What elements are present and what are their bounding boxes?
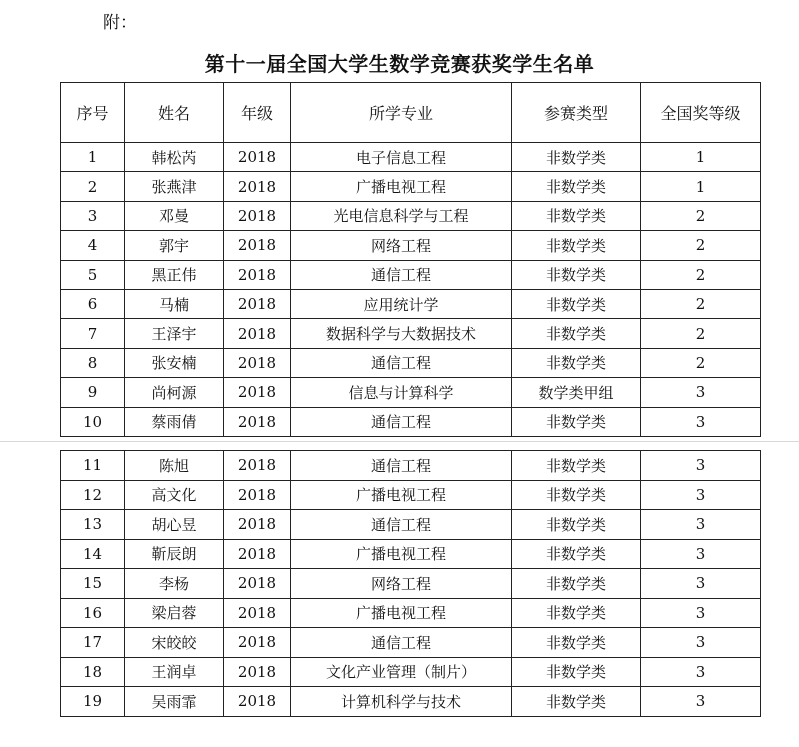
table-row (61, 231, 761, 260)
cell-major: 通信工程 (291, 260, 512, 289)
cell-name: 靳辰朗 (125, 539, 224, 569)
cell-major: 网络工程 (291, 231, 512, 260)
table-row (61, 260, 761, 289)
table-row (61, 510, 761, 540)
header-index: 序号 (61, 83, 125, 143)
cell-category: 非数学类 (512, 598, 641, 628)
table-row (61, 480, 761, 510)
cell-name: 胡心昱 (125, 510, 224, 540)
table-header-row (61, 83, 761, 143)
cell-award-level: 3 (641, 687, 761, 717)
cell-category: 非数学类 (512, 569, 641, 599)
cell-grade: 2018 (224, 687, 291, 717)
cell-award-level: 2 (641, 201, 761, 230)
cell-award-level: 2 (641, 289, 761, 318)
cell-grade: 2018 (224, 143, 291, 172)
table-row (61, 289, 761, 318)
header-grade: 年级 (224, 83, 291, 143)
cell-name: 韩松芮 (125, 143, 224, 172)
cell-name: 蔡雨倩 (125, 407, 224, 436)
cell-award-level: 3 (641, 628, 761, 658)
cell-name: 梁启蓉 (125, 598, 224, 628)
cell-major: 数据科学与大数据技术 (291, 319, 512, 348)
page-title: 第十一届全国大学生数学竞赛获奖学生名单 (204, 52, 595, 76)
cell-grade: 2018 (224, 289, 291, 318)
cell-index: 4 (61, 231, 125, 260)
cell-major: 通信工程 (291, 407, 512, 436)
award-table-page-1 (60, 82, 761, 437)
cell-major: 计算机科学与技术 (291, 687, 512, 717)
cell-index: 2 (61, 172, 125, 201)
cell-grade: 2018 (224, 628, 291, 658)
cell-grade: 2018 (224, 510, 291, 540)
cell-category: 非数学类 (512, 348, 641, 377)
table-row (61, 378, 761, 407)
cell-grade: 2018 (224, 539, 291, 569)
cell-grade: 2018 (224, 319, 291, 348)
cell-name: 尚柯源 (125, 378, 224, 407)
cell-major: 通信工程 (291, 510, 512, 540)
table-row (61, 687, 761, 717)
cell-index: 5 (61, 260, 125, 289)
cell-name: 邓曼 (125, 201, 224, 230)
cell-category: 非数学类 (512, 451, 641, 481)
cell-award-level: 1 (641, 172, 761, 201)
cell-award-level: 3 (641, 569, 761, 599)
cell-award-level: 3 (641, 657, 761, 687)
cell-name: 王泽宇 (125, 319, 224, 348)
cell-category: 非数学类 (512, 657, 641, 687)
cell-name: 吴雨霏 (125, 687, 224, 717)
cell-index: 3 (61, 201, 125, 230)
cell-grade: 2018 (224, 172, 291, 201)
award-table-page-2 (60, 450, 761, 717)
cell-category: 非数学类 (512, 480, 641, 510)
cell-index: 18 (61, 657, 125, 687)
header-name: 姓名 (125, 83, 224, 143)
table-row (61, 657, 761, 687)
cell-name: 高文化 (125, 480, 224, 510)
page-break-divider (0, 441, 799, 442)
cell-index: 9 (61, 378, 125, 407)
table-row (61, 319, 761, 348)
cell-category: 非数学类 (512, 172, 641, 201)
cell-index: 13 (61, 510, 125, 540)
cell-index: 8 (61, 348, 125, 377)
cell-award-level: 3 (641, 539, 761, 569)
cell-grade: 2018 (224, 407, 291, 436)
cell-name: 王润卓 (125, 657, 224, 687)
cell-major: 信息与计算科学 (291, 378, 512, 407)
header-award-level: 全国奖等级 (641, 83, 761, 143)
cell-index: 10 (61, 407, 125, 436)
cell-name: 陈旭 (125, 451, 224, 481)
cell-award-level: 3 (641, 510, 761, 540)
table-row (61, 598, 761, 628)
cell-index: 6 (61, 289, 125, 318)
cell-grade: 2018 (224, 451, 291, 481)
cell-award-level: 3 (641, 407, 761, 436)
cell-category: 非数学类 (512, 231, 641, 260)
cell-grade: 2018 (224, 231, 291, 260)
cell-grade: 2018 (224, 480, 291, 510)
cell-index: 15 (61, 569, 125, 599)
cell-index: 16 (61, 598, 125, 628)
cell-award-level: 2 (641, 260, 761, 289)
cell-name: 马楠 (125, 289, 224, 318)
cell-category: 非数学类 (512, 260, 641, 289)
cell-award-level: 2 (641, 348, 761, 377)
cell-index: 7 (61, 319, 125, 348)
cell-award-level: 3 (641, 378, 761, 407)
cell-major: 文化产业管理（制片） (291, 657, 512, 687)
cell-index: 1 (61, 143, 125, 172)
cell-name: 李杨 (125, 569, 224, 599)
header-category: 参赛类型 (512, 83, 641, 143)
cell-category: 非数学类 (512, 628, 641, 658)
cell-major: 通信工程 (291, 451, 512, 481)
cell-grade: 2018 (224, 378, 291, 407)
cell-major: 电子信息工程 (291, 143, 512, 172)
cell-index: 17 (61, 628, 125, 658)
cell-category: 非数学类 (512, 687, 641, 717)
table-row (61, 539, 761, 569)
cell-index: 19 (61, 687, 125, 717)
cell-grade: 2018 (224, 260, 291, 289)
cell-index: 14 (61, 539, 125, 569)
cell-award-level: 1 (641, 143, 761, 172)
cell-name: 黑正伟 (125, 260, 224, 289)
cell-index: 12 (61, 480, 125, 510)
cell-award-level: 2 (641, 319, 761, 348)
table-row (61, 569, 761, 599)
cell-name: 郭宇 (125, 231, 224, 260)
cell-award-level: 3 (641, 598, 761, 628)
cell-major: 广播电视工程 (291, 480, 512, 510)
table-row (61, 143, 761, 172)
cell-grade: 2018 (224, 657, 291, 687)
cell-category: 非数学类 (512, 407, 641, 436)
cell-award-level: 3 (641, 451, 761, 481)
cell-major: 通信工程 (291, 628, 512, 658)
attachment-label: 附： (103, 13, 137, 33)
cell-major: 光电信息科学与工程 (291, 201, 512, 230)
table-row (61, 628, 761, 658)
cell-major: 网络工程 (291, 569, 512, 599)
table-row (61, 172, 761, 201)
cell-category: 数学类甲组 (512, 378, 641, 407)
cell-name: 张安楠 (125, 348, 224, 377)
cell-name: 张燕津 (125, 172, 224, 201)
cell-major: 广播电视工程 (291, 598, 512, 628)
table-row (61, 407, 761, 436)
cell-grade: 2018 (224, 569, 291, 599)
cell-grade: 2018 (224, 598, 291, 628)
cell-index: 11 (61, 451, 125, 481)
cell-category: 非数学类 (512, 201, 641, 230)
cell-award-level: 2 (641, 231, 761, 260)
cell-category: 非数学类 (512, 143, 641, 172)
cell-category: 非数学类 (512, 510, 641, 540)
cell-major: 通信工程 (291, 348, 512, 377)
cell-major: 广播电视工程 (291, 172, 512, 201)
cell-name: 宋皎皎 (125, 628, 224, 658)
cell-category: 非数学类 (512, 319, 641, 348)
cell-grade: 2018 (224, 201, 291, 230)
cell-category: 非数学类 (512, 289, 641, 318)
header-major: 所学专业 (291, 83, 512, 143)
table-row (61, 348, 761, 377)
cell-grade: 2018 (224, 348, 291, 377)
table-row (61, 201, 761, 230)
table-row (61, 451, 761, 481)
cell-major: 广播电视工程 (291, 539, 512, 569)
cell-category: 非数学类 (512, 539, 641, 569)
cell-major: 应用统计学 (291, 289, 512, 318)
cell-award-level: 3 (641, 480, 761, 510)
